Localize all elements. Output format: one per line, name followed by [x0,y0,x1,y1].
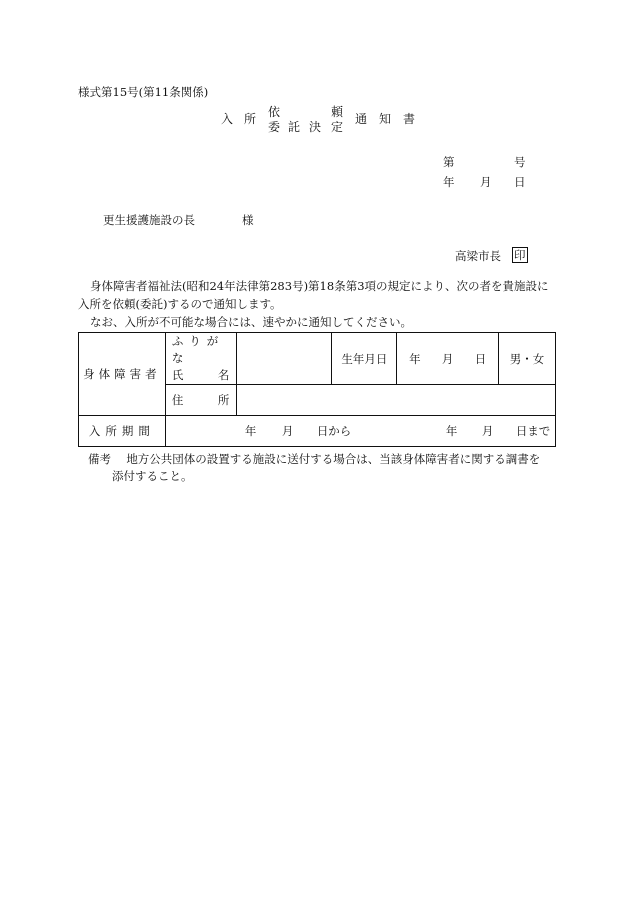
person-label: 身体障害者 [79,333,166,416]
address-field[interactable] [236,385,555,416]
address-label-cell [165,385,236,416]
remarks [88,451,558,468]
to-year: 年 [445,424,458,438]
to-month: 月 [481,424,494,438]
birth-month-label: 月 [441,351,454,366]
birth-year-label: 年 [409,351,421,366]
address-label-2: 所 [217,393,230,407]
title-char: 依 [268,105,281,119]
remarks-line-1: 地方公共団体の設置する施設に送付する場合は、当該身体障害者に関する調書を [126,452,541,466]
name-label-1: 氏 [171,368,184,382]
remarks-label: 備考 [88,452,111,466]
from-day: 日から [316,424,352,438]
body-paragraph: 身体障害者福祉法(昭和24年法律第283号)第18条第3項の規定により、次の者を貴施設に入所を依頼(委託)するので通知します。 [78,279,549,311]
period-field[interactable] [165,416,555,447]
date-month: 月 [480,175,492,189]
addressee-name: 更生援護施設の長 [103,213,195,227]
title-char: 委 [268,120,281,134]
period-label: 入所期間 [79,416,166,447]
title-char: 入 [221,112,234,126]
person-info-table [78,332,556,447]
sender-title: 高梁市長 [455,249,501,263]
birth-date-field[interactable] [397,333,499,385]
title-char: 決 [309,120,322,134]
from-year: 年 [244,424,257,438]
remarks-line-2: 添付すること。 [112,469,193,483]
name-label-cell [165,333,236,385]
title-char: 所 [244,112,257,126]
body-paragraph-note: なお、入所が不可能な場合には、速やかに通知してください。 [90,315,412,329]
doc-number-suffix: 号 [514,155,526,169]
date-year: 年 [443,175,455,189]
birth-day-label: 日 [474,351,487,366]
seal-stamp: 印 [514,248,526,262]
addressee-honorific: 様 [242,213,254,227]
title-char: 知 [379,112,392,126]
name-field[interactable] [236,333,332,385]
title-char: 通 [355,112,368,126]
sex-field[interactable]: 男・女 [499,333,556,385]
from-month: 月 [281,424,294,438]
address-label-1: 住 [171,393,184,407]
to-day: 日まで [515,424,551,438]
form-number: 様式第15号(第11条関係) [78,85,209,99]
title-char: 書 [403,112,416,126]
furigana-label: ふりがな [171,334,225,365]
birth-label: 生年月日 [332,333,397,385]
name-label-2: 名 [217,368,230,382]
doc-number-prefix: 第 [443,155,455,169]
date-day: 日 [514,175,526,189]
title-char: 頼 [331,105,344,119]
title-char: 定 [331,120,344,134]
title-char: 託 [288,120,301,134]
